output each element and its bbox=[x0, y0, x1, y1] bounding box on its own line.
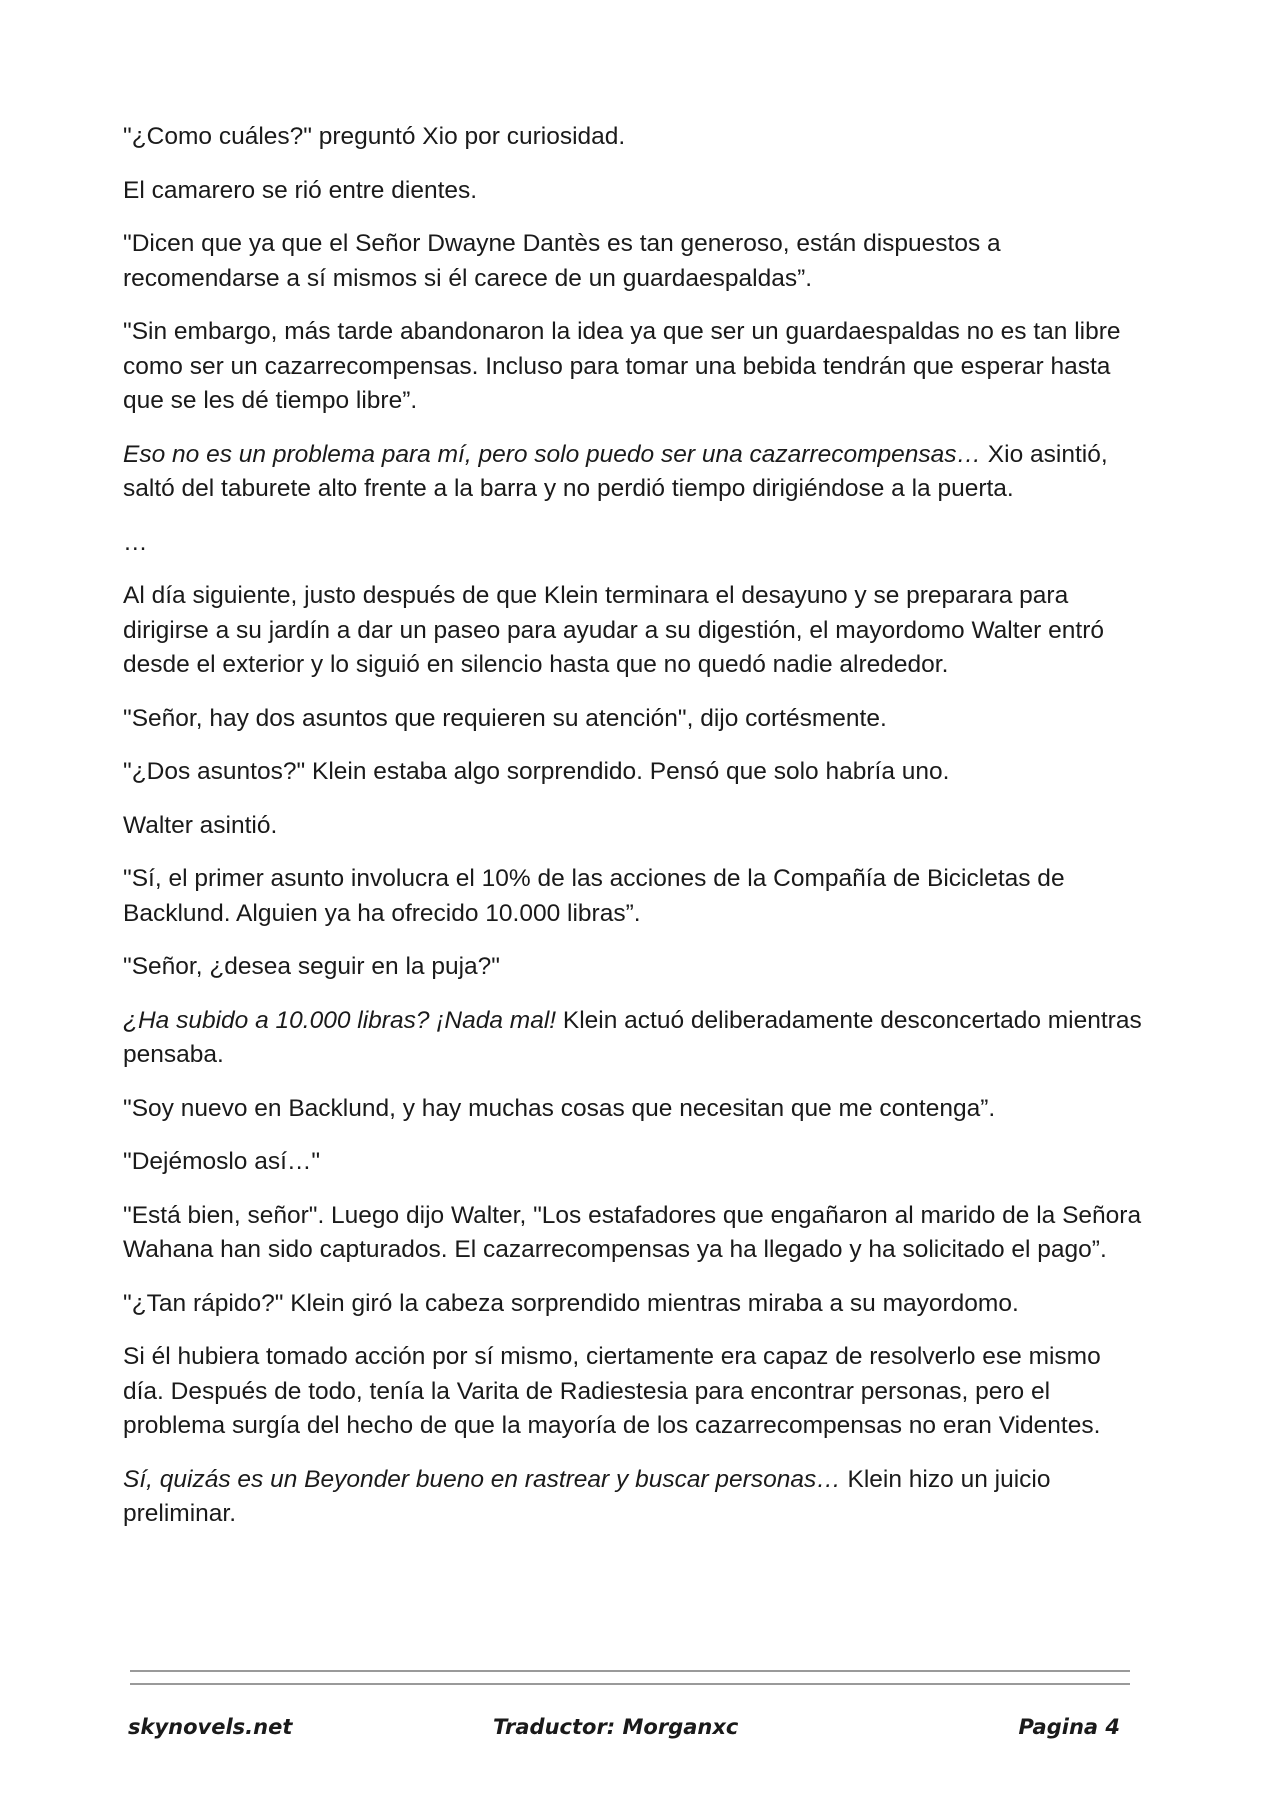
paragraph-text: "Dejémoslo así…" bbox=[123, 1148, 321, 1175]
paragraph bbox=[123, 526, 1143, 561]
italic-thought-text: ¿Ha subido a 10.000 libras? ¡Nada mal! bbox=[123, 1006, 557, 1034]
footer-page-number: Pagina 4 bbox=[1018, 1715, 1120, 1739]
footer-site: skynovels.net bbox=[128, 1715, 293, 1739]
paragraph-text: Walter asintió. bbox=[123, 811, 278, 839]
paragraph bbox=[123, 1145, 1143, 1180]
paragraph-text: "Dicen que ya que el Señor Dwayne Dantès es tan generoso, están dispuestos a recomendarse a sí mismos si él carece de un guardaespaldas”. bbox=[123, 230, 1001, 292]
italic-thought-text: Sí, quizás es un Beyonder bueno en rastrear y buscar personas… bbox=[123, 1465, 841, 1493]
paragraph-text: Si él hubiera tomado acción por sí mismo, ciertamente era capaz de resolverlo ese mismo día. Después de todo, tenía la Varita de Radiestesia para encontrar personas, pero el problema surgía del hecho de que la mayoría de los cazarrecompensas no eran Videntes. bbox=[123, 1343, 1101, 1439]
paragraph-text: "Sí, el primer asunto involucra el 10% de las acciones de la Compañía de Bicicletas de Backlund. Alguien ya ha ofrecido 10.000 libras”. bbox=[123, 865, 1065, 927]
paragraph bbox=[123, 438, 1143, 507]
paragraph bbox=[123, 227, 1143, 296]
paragraph bbox=[123, 862, 1143, 931]
paragraph bbox=[123, 1287, 1143, 1322]
paragraph-text: Klein actuó deliberadamente desconcertado mientras pensaba. bbox=[123, 1006, 1142, 1068]
paragraph-text: "¿Como cuáles?" preguntó Xio por curiosidad. bbox=[123, 123, 626, 150]
footer-translator: Traductor: Morganxc bbox=[493, 1715, 739, 1739]
paragraph-text: "Está bien, señor". Luego dijo Walter, "Los estafadores que engañaron al marido de la Señora Wahana han sido capturados. El cazarrecompensas ya ha llegado y ha solicitado el pago”. bbox=[123, 1201, 1142, 1263]
paragraph-text: "¿Dos asuntos?" Klein estaba algo sorprendido. Pensó que solo habría uno. bbox=[123, 758, 950, 785]
paragraph bbox=[123, 1092, 1143, 1127]
paragraph bbox=[123, 702, 1143, 737]
paragraph-text: Klein hizo un juicio preliminar. bbox=[123, 1465, 1051, 1527]
page-footer bbox=[128, 1715, 1128, 1751]
paragraph bbox=[123, 1340, 1143, 1444]
paragraph-text: Xio asintió, saltó del taburete alto frente a la barra y no perdió tiempo dirigiéndose a la puerta. bbox=[123, 440, 1108, 502]
paragraph-text: "Señor, ¿desea seguir en la puja?" bbox=[123, 953, 500, 980]
paragraph bbox=[123, 120, 1143, 155]
footer-separator bbox=[130, 1670, 1130, 1685]
paragraph bbox=[123, 174, 1143, 209]
footer-rule-bottom bbox=[130, 1683, 1130, 1685]
italic-thought-text: Eso no es un problema para mí, pero solo puedo ser una cazarrecompensas… bbox=[123, 440, 981, 468]
paragraph-text: "Señor, hay dos asuntos que requieren su atención", dijo cortésmente. bbox=[123, 704, 887, 732]
document-body bbox=[123, 120, 1143, 1551]
paragraph-text: "Sin embargo, más tarde abandonaron la idea ya que ser un guardaespaldas no es tan libre como ser un cazarrecompensas. Incluso para tomar una bebida tendrán que esperar hasta que se les dé tiempo libre”. bbox=[123, 318, 1121, 414]
paragraph bbox=[123, 950, 1143, 985]
paragraph-text: … bbox=[123, 528, 148, 556]
paragraph-text: Al día siguiente, justo después de que Klein terminara el desayuno y se preparara para dirigirse a su jardín a dar un paseo para ayudar a su digestión, el mayordomo Walter entró desde el exterior y lo siguió en silencio hasta que no quedó nadie alrededor. bbox=[123, 582, 1104, 678]
paragraph bbox=[123, 1463, 1143, 1532]
paragraph bbox=[123, 809, 1143, 844]
paragraph bbox=[123, 579, 1143, 683]
footer-rule-top bbox=[130, 1670, 1130, 1672]
paragraph-text: "¿Tan rápido?" Klein giró la cabeza sorprendido mientras miraba a su mayordomo. bbox=[123, 1289, 1019, 1317]
paragraph-text: "Soy nuevo en Backlund, y hay muchas cosas que necesitan que me contenga”. bbox=[123, 1094, 996, 1122]
paragraph bbox=[123, 1199, 1143, 1268]
paragraph bbox=[123, 755, 1143, 790]
paragraph bbox=[123, 1004, 1143, 1073]
paragraph bbox=[123, 315, 1143, 419]
paragraph-text: El camarero se rió entre dientes. bbox=[123, 176, 478, 204]
